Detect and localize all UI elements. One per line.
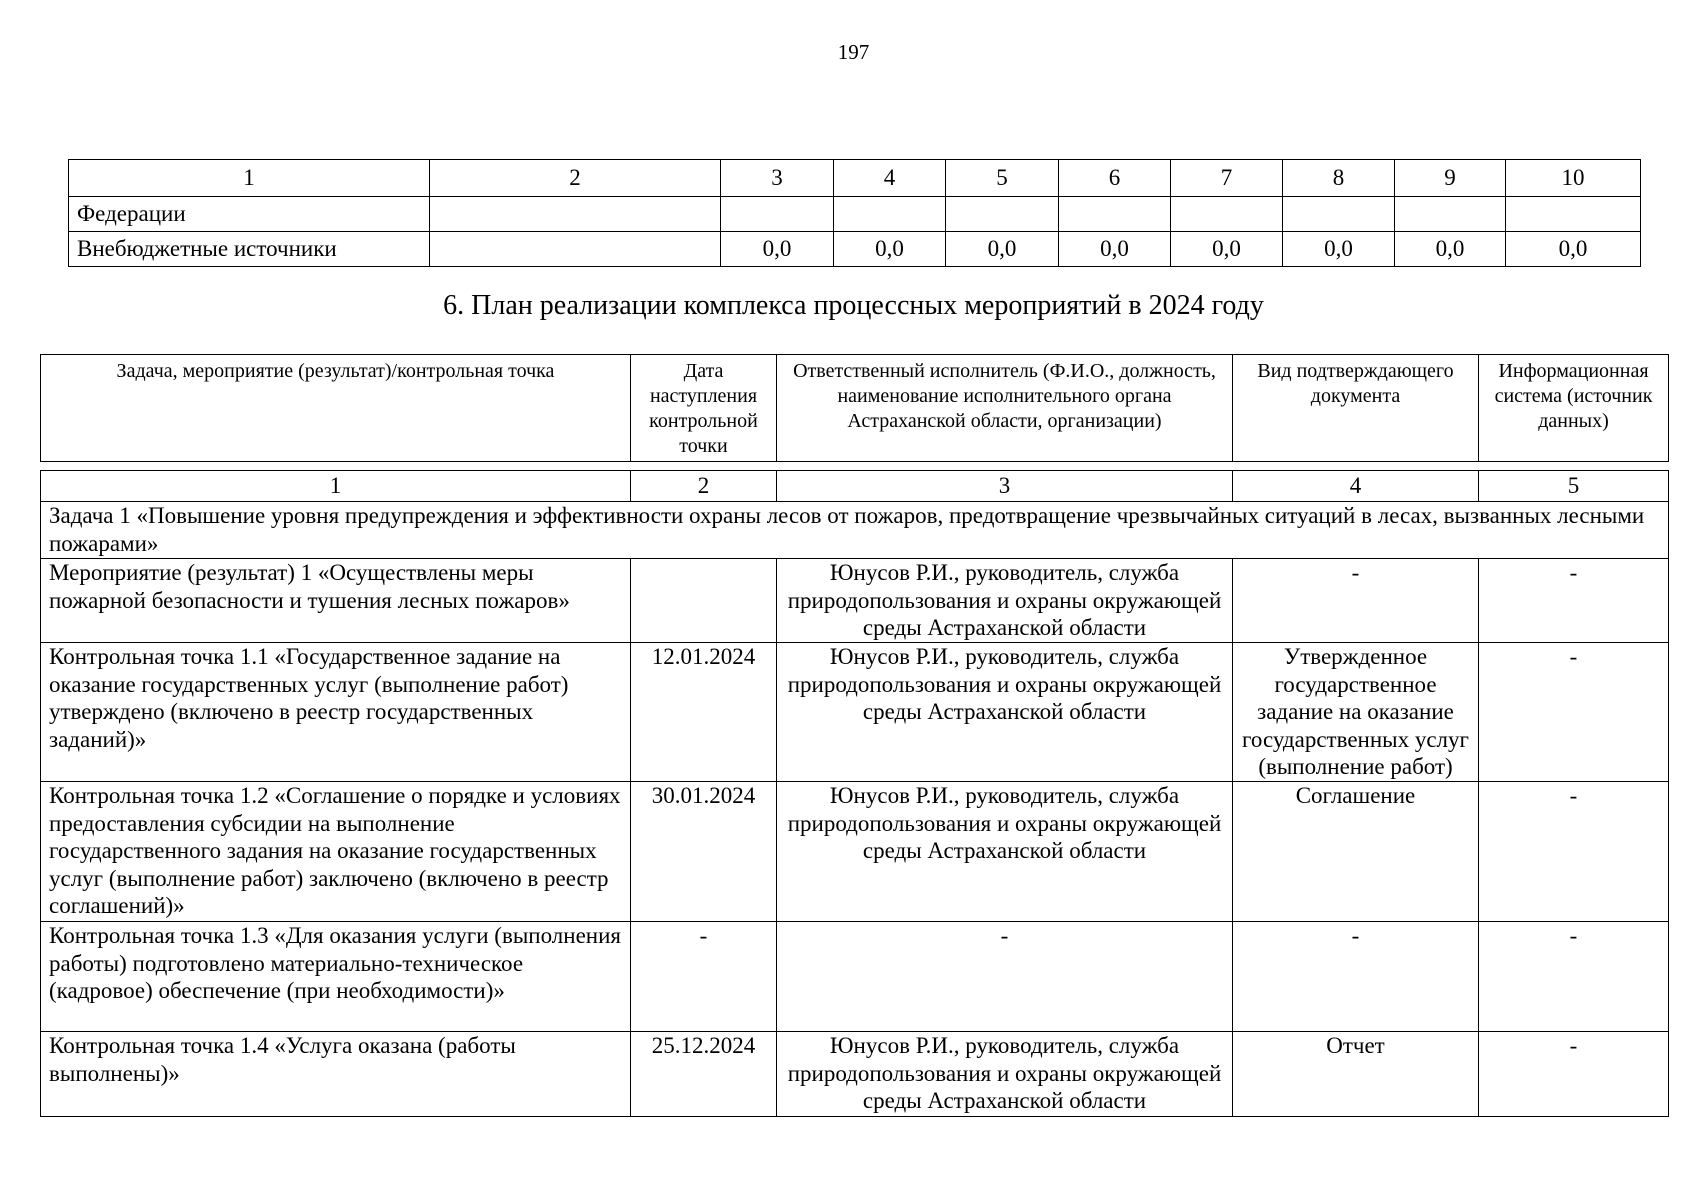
row-document: Утвержденное государственное задание на оказание государственных услуг (выполнение работ): [1233, 643, 1479, 782]
funding-source-label: Внебюджетные источники: [69, 232, 430, 267]
column-number: 10: [1506, 160, 1641, 197]
funding-cell: [834, 197, 946, 232]
row-executor: Юнусов Р.И., руководитель, служба природопользования и охраны окружающей среды Астраханской области: [777, 643, 1233, 782]
header-date: Дата наступления контрольной точки: [631, 355, 777, 462]
funding-table: [68, 159, 1641, 267]
row-name: Контрольная точка 1.1 «Государственное задание на оказание государственных услуг (выполнение работ) утверждено (включено в реестр государственных заданий)»: [41, 643, 631, 782]
column-number: 4: [1233, 471, 1479, 502]
column-number: 3: [777, 471, 1233, 502]
plan-header-row: [41, 355, 1669, 462]
row-name: Мероприятие (результат) 1 «Осуществлены меры пожарной безопасности и тушения лесных пожаров»: [41, 559, 631, 643]
column-number: 1: [41, 471, 631, 502]
funding-cell: [430, 232, 721, 267]
funding-row-extrabudgetary: [69, 232, 1641, 267]
row-info-system: -: [1479, 559, 1669, 643]
funding-cell: [721, 197, 834, 232]
plan-table-header: [40, 354, 1669, 462]
funding-cell: [1171, 197, 1283, 232]
table-row: [41, 559, 1669, 643]
funding-cell: 0,0: [1395, 232, 1506, 267]
column-number: 8: [1283, 160, 1395, 197]
row-executor: -: [777, 922, 1233, 1032]
row-date: 30.01.2024: [631, 782, 777, 922]
header-executor: Ответственный исполнитель (Ф.И.О., должность, наименование исполнительного органа Астраханской области, организации): [777, 355, 1233, 462]
column-number: 4: [834, 160, 946, 197]
funding-cell: 0,0: [1506, 232, 1641, 267]
column-number: 5: [946, 160, 1059, 197]
column-number: 7: [1171, 160, 1283, 197]
column-number: 2: [430, 160, 721, 197]
plan-table: [40, 470, 1669, 1117]
table-row: [41, 782, 1669, 922]
row-document: Соглашение: [1233, 782, 1479, 922]
section-title: 6. План реализации комплекса процессных мероприятий в 2024 году: [443, 290, 1264, 321]
funding-cell: [1059, 197, 1171, 232]
column-number: 6: [1059, 160, 1171, 197]
row-date: 12.01.2024: [631, 643, 777, 782]
table-row: [41, 643, 1669, 782]
column-numbers-row: [41, 471, 1669, 502]
column-number: 1: [69, 160, 430, 197]
row-executor: Юнусов Р.И., руководитель, служба природопользования и охраны окружающей среды Астраханской области: [777, 1032, 1233, 1117]
row-date: [631, 559, 777, 643]
table-row: [41, 1032, 1669, 1117]
row-document: -: [1233, 922, 1479, 1032]
funding-cell: [1506, 197, 1641, 232]
funding-row-federation: [69, 197, 1641, 232]
column-number: 2: [631, 471, 777, 502]
row-executor: Юнусов Р.И., руководитель, служба природопользования и охраны окружающей среды Астраханской области: [777, 559, 1233, 643]
column-number: 5: [1479, 471, 1669, 502]
row-date: -: [631, 922, 777, 1032]
row-name: Контрольная точка 1.2 «Соглашение о порядке и условиях предоставления субсидии на выполнение государственного задания на оказание государственных услуг (выполнение работ) заключено (включено в реестр соглашений)»: [41, 782, 631, 922]
funding-cell: 0,0: [1059, 232, 1171, 267]
row-info-system: -: [1479, 643, 1669, 782]
funding-cell: 0,0: [1283, 232, 1395, 267]
funding-cell: [946, 197, 1059, 232]
row-date: 25.12.2024: [631, 1032, 777, 1117]
funding-cell: 0,0: [1171, 232, 1283, 267]
header-task: Задача, мероприятие (результат)/контрольная точка: [41, 355, 631, 462]
header-document: Вид подтверждающего документа: [1233, 355, 1479, 462]
page-number: 197: [837, 40, 870, 64]
funding-source-label: Федерации: [69, 197, 430, 232]
row-name: Контрольная точка 1.3 «Для оказания услуги (выполнения работы) подготовлено материально-техническое (кадровое) обеспечение (при необходимости)»: [41, 922, 631, 1032]
row-executor: Юнусов Р.И., руководитель, служба природопользования и охраны окружающей среды Астраханской области: [777, 782, 1233, 922]
task-row: [41, 502, 1669, 559]
column-number: 3: [721, 160, 834, 197]
funding-cell: [1283, 197, 1395, 232]
row-document: Отчет: [1233, 1032, 1479, 1117]
row-name: Контрольная точка 1.4 «Услуга оказана (работы выполнены)»: [41, 1032, 631, 1117]
funding-cell: 0,0: [946, 232, 1059, 267]
column-number: 9: [1395, 160, 1506, 197]
task-title: Задача 1 «Повышение уровня предупреждения и эффективности охраны лесов от пожаров, предотвращение чрезвычайных ситуаций в лесах, вызванных лесными пожарами»: [41, 502, 1669, 559]
row-info-system: -: [1479, 1032, 1669, 1117]
funding-cell: [430, 197, 721, 232]
funding-cell: 0,0: [721, 232, 834, 267]
header-info-system: Информационная система (источник данных): [1479, 355, 1669, 462]
row-info-system: -: [1479, 782, 1669, 922]
row-document: -: [1233, 559, 1479, 643]
funding-table-header-row: [69, 160, 1641, 197]
table-row: [41, 922, 1669, 1032]
row-info-system: -: [1479, 922, 1669, 1032]
funding-cell: 0,0: [834, 232, 946, 267]
funding-cell: [1395, 197, 1506, 232]
